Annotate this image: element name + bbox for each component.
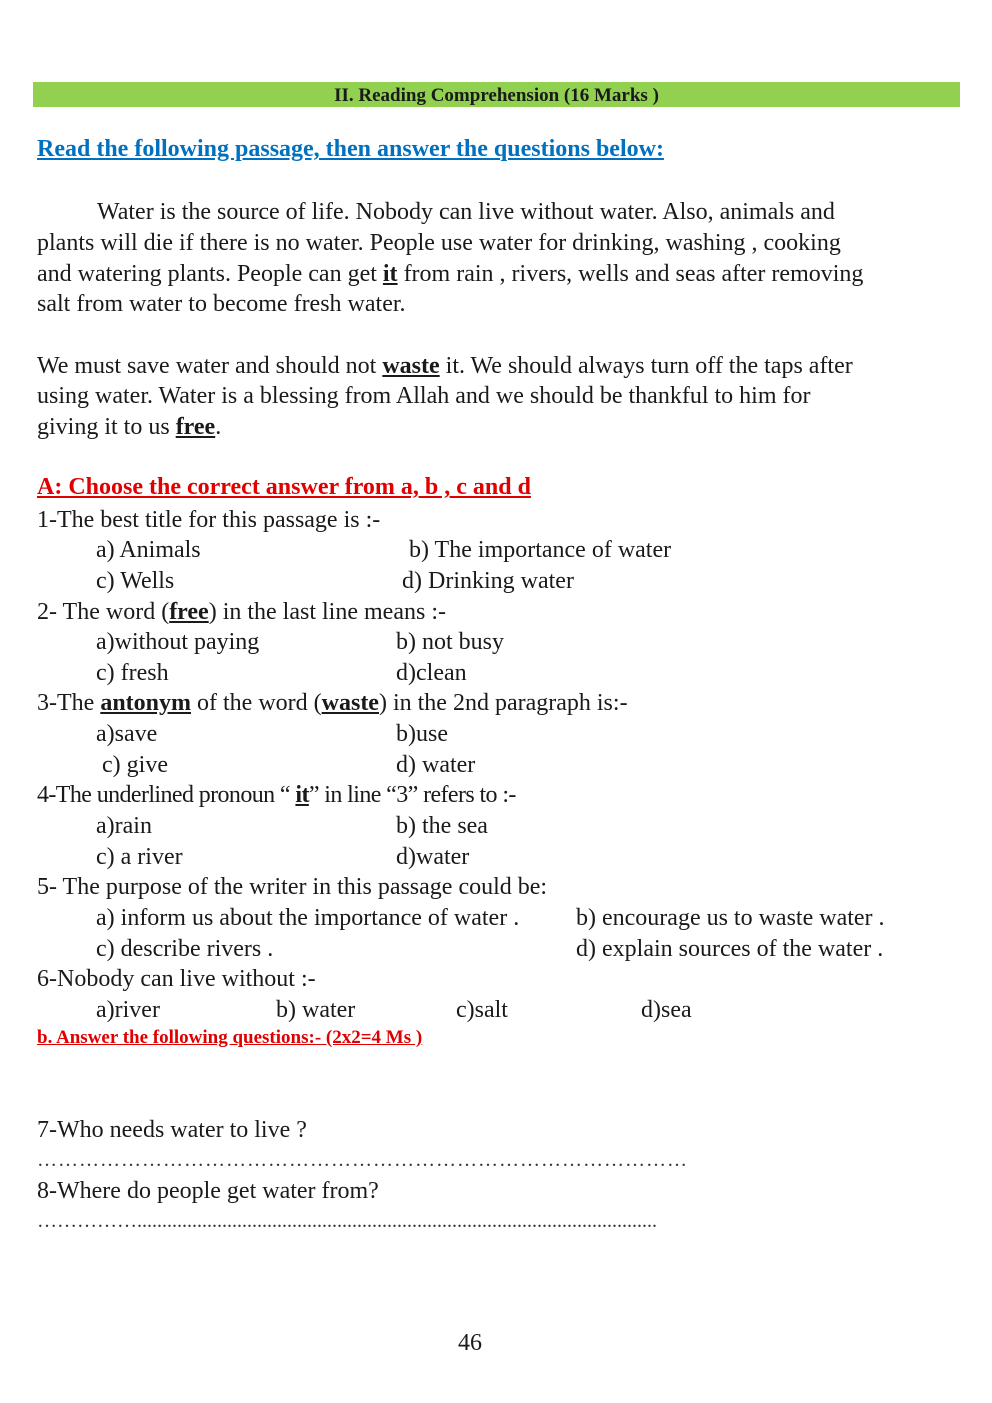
q4-text: 4-The underlined pronoun “: [37, 782, 296, 808]
q2-text: ) in the last line means :-: [208, 599, 446, 625]
passage-line: [37, 351, 853, 381]
passage-line: [37, 412, 221, 442]
section-banner: II. Reading Comprehension (16 Marks ): [33, 82, 960, 107]
q5-option-a: a) inform us about the importance of water .: [96, 905, 520, 931]
question-3-stem: [37, 688, 628, 718]
underlined-word-free: free: [175, 414, 216, 440]
page-number: 46: [458, 1330, 482, 1356]
passage-text: giving it to us: [37, 414, 176, 440]
passage-text: .: [215, 414, 222, 440]
q4-option-c: c) a river: [96, 844, 183, 870]
underlined-word-waste: waste: [382, 353, 440, 379]
passage-text: from rain , rivers, wells and seas after removing: [397, 261, 864, 287]
passage-line: salt from water to become fresh water.: [37, 291, 406, 317]
q5-option-b: b) encourage us to waste water .: [576, 905, 885, 931]
q2-option-c: c) fresh: [96, 660, 169, 686]
q6-option-a: a)river: [96, 997, 160, 1023]
passage-text: We must save water and should not: [37, 353, 383, 379]
q4-option-a: a)rain: [96, 813, 152, 839]
question-2-stem: [37, 597, 446, 627]
passage-line: plants will die if there is no water. People use water for drinking, washing , cooking: [37, 230, 841, 256]
q1-option-d: d) Drinking water: [402, 568, 574, 594]
q6-option-d: d)sea: [641, 997, 692, 1023]
q2-option-b: b) not busy: [396, 629, 504, 655]
q5-option-c: c) describe rivers .: [96, 936, 274, 962]
q3-option-b: b)use: [396, 721, 448, 747]
q3-option-d: d) water: [396, 752, 476, 778]
question-4-stem: [37, 780, 516, 810]
q1-option-b: b) The importance of water: [409, 537, 672, 563]
q5-option-d: d) explain sources of the water .: [576, 936, 884, 962]
q3-text: 3-The: [37, 690, 101, 716]
q6-option-b: b) water: [276, 997, 356, 1023]
passage-text: it. We should always turn off the taps after: [439, 353, 853, 379]
q1-option-a: a) Animals: [96, 537, 201, 563]
question-1-stem: 1-The best title for this passage is :-: [37, 507, 381, 533]
question-8: 8-Where do people get water from?: [37, 1178, 379, 1204]
q3-word: waste: [321, 690, 379, 716]
section-b-title: b. Answer the following questions:- (2x2=4 Ms ): [37, 1027, 423, 1048]
section-a-title: A: Choose the correct answer from a, b , c and d: [37, 474, 531, 500]
q3-antonym: antonym: [100, 690, 191, 716]
question-7: 7-Who needs water to live ?: [37, 1117, 307, 1143]
question-6-stem: 6-Nobody can live without :-: [37, 966, 316, 992]
q4-text: ” in line “3” refers to :-: [308, 782, 516, 808]
answer-line-8[interactable]: ……………........................................................................................................: [37, 1210, 657, 1232]
q4-word: it: [295, 782, 309, 808]
q4-option-b: b) the sea: [396, 813, 488, 839]
q3-option-c: c) give: [96, 752, 168, 778]
answer-line-7[interactable]: …………………………………………………………………………………: [37, 1149, 688, 1171]
passage-line: Water is the source of life. Nobody can live without water. Also, animals and: [97, 199, 835, 225]
underlined-word-it: it: [382, 261, 398, 287]
q4-option-d: d)water: [396, 844, 470, 870]
q1-option-c: c) Wells: [96, 568, 175, 594]
q6-option-c: c)salt: [456, 997, 508, 1023]
passage-line: using water. Water is a blessing from Allah and we should be thankful to him for: [37, 383, 811, 409]
question-5-stem: 5- The purpose of the writer in this passage could be:: [37, 874, 548, 900]
q3-text: ) in the 2nd paragraph is:-: [378, 690, 628, 716]
q2-word: free: [169, 599, 209, 625]
q2-option-a: a)without paying: [96, 629, 260, 655]
passage-text: and watering plants. People can get: [37, 261, 383, 287]
q2-option-d: d)clean: [396, 660, 467, 686]
passage-line: [37, 259, 863, 289]
q3-text: of the word (: [191, 690, 322, 716]
q3-option-a: a)save: [96, 721, 158, 747]
q2-text: 2- The word (: [37, 599, 170, 625]
instruction-heading: Read the following passage, then answer the questions below:: [37, 136, 664, 162]
